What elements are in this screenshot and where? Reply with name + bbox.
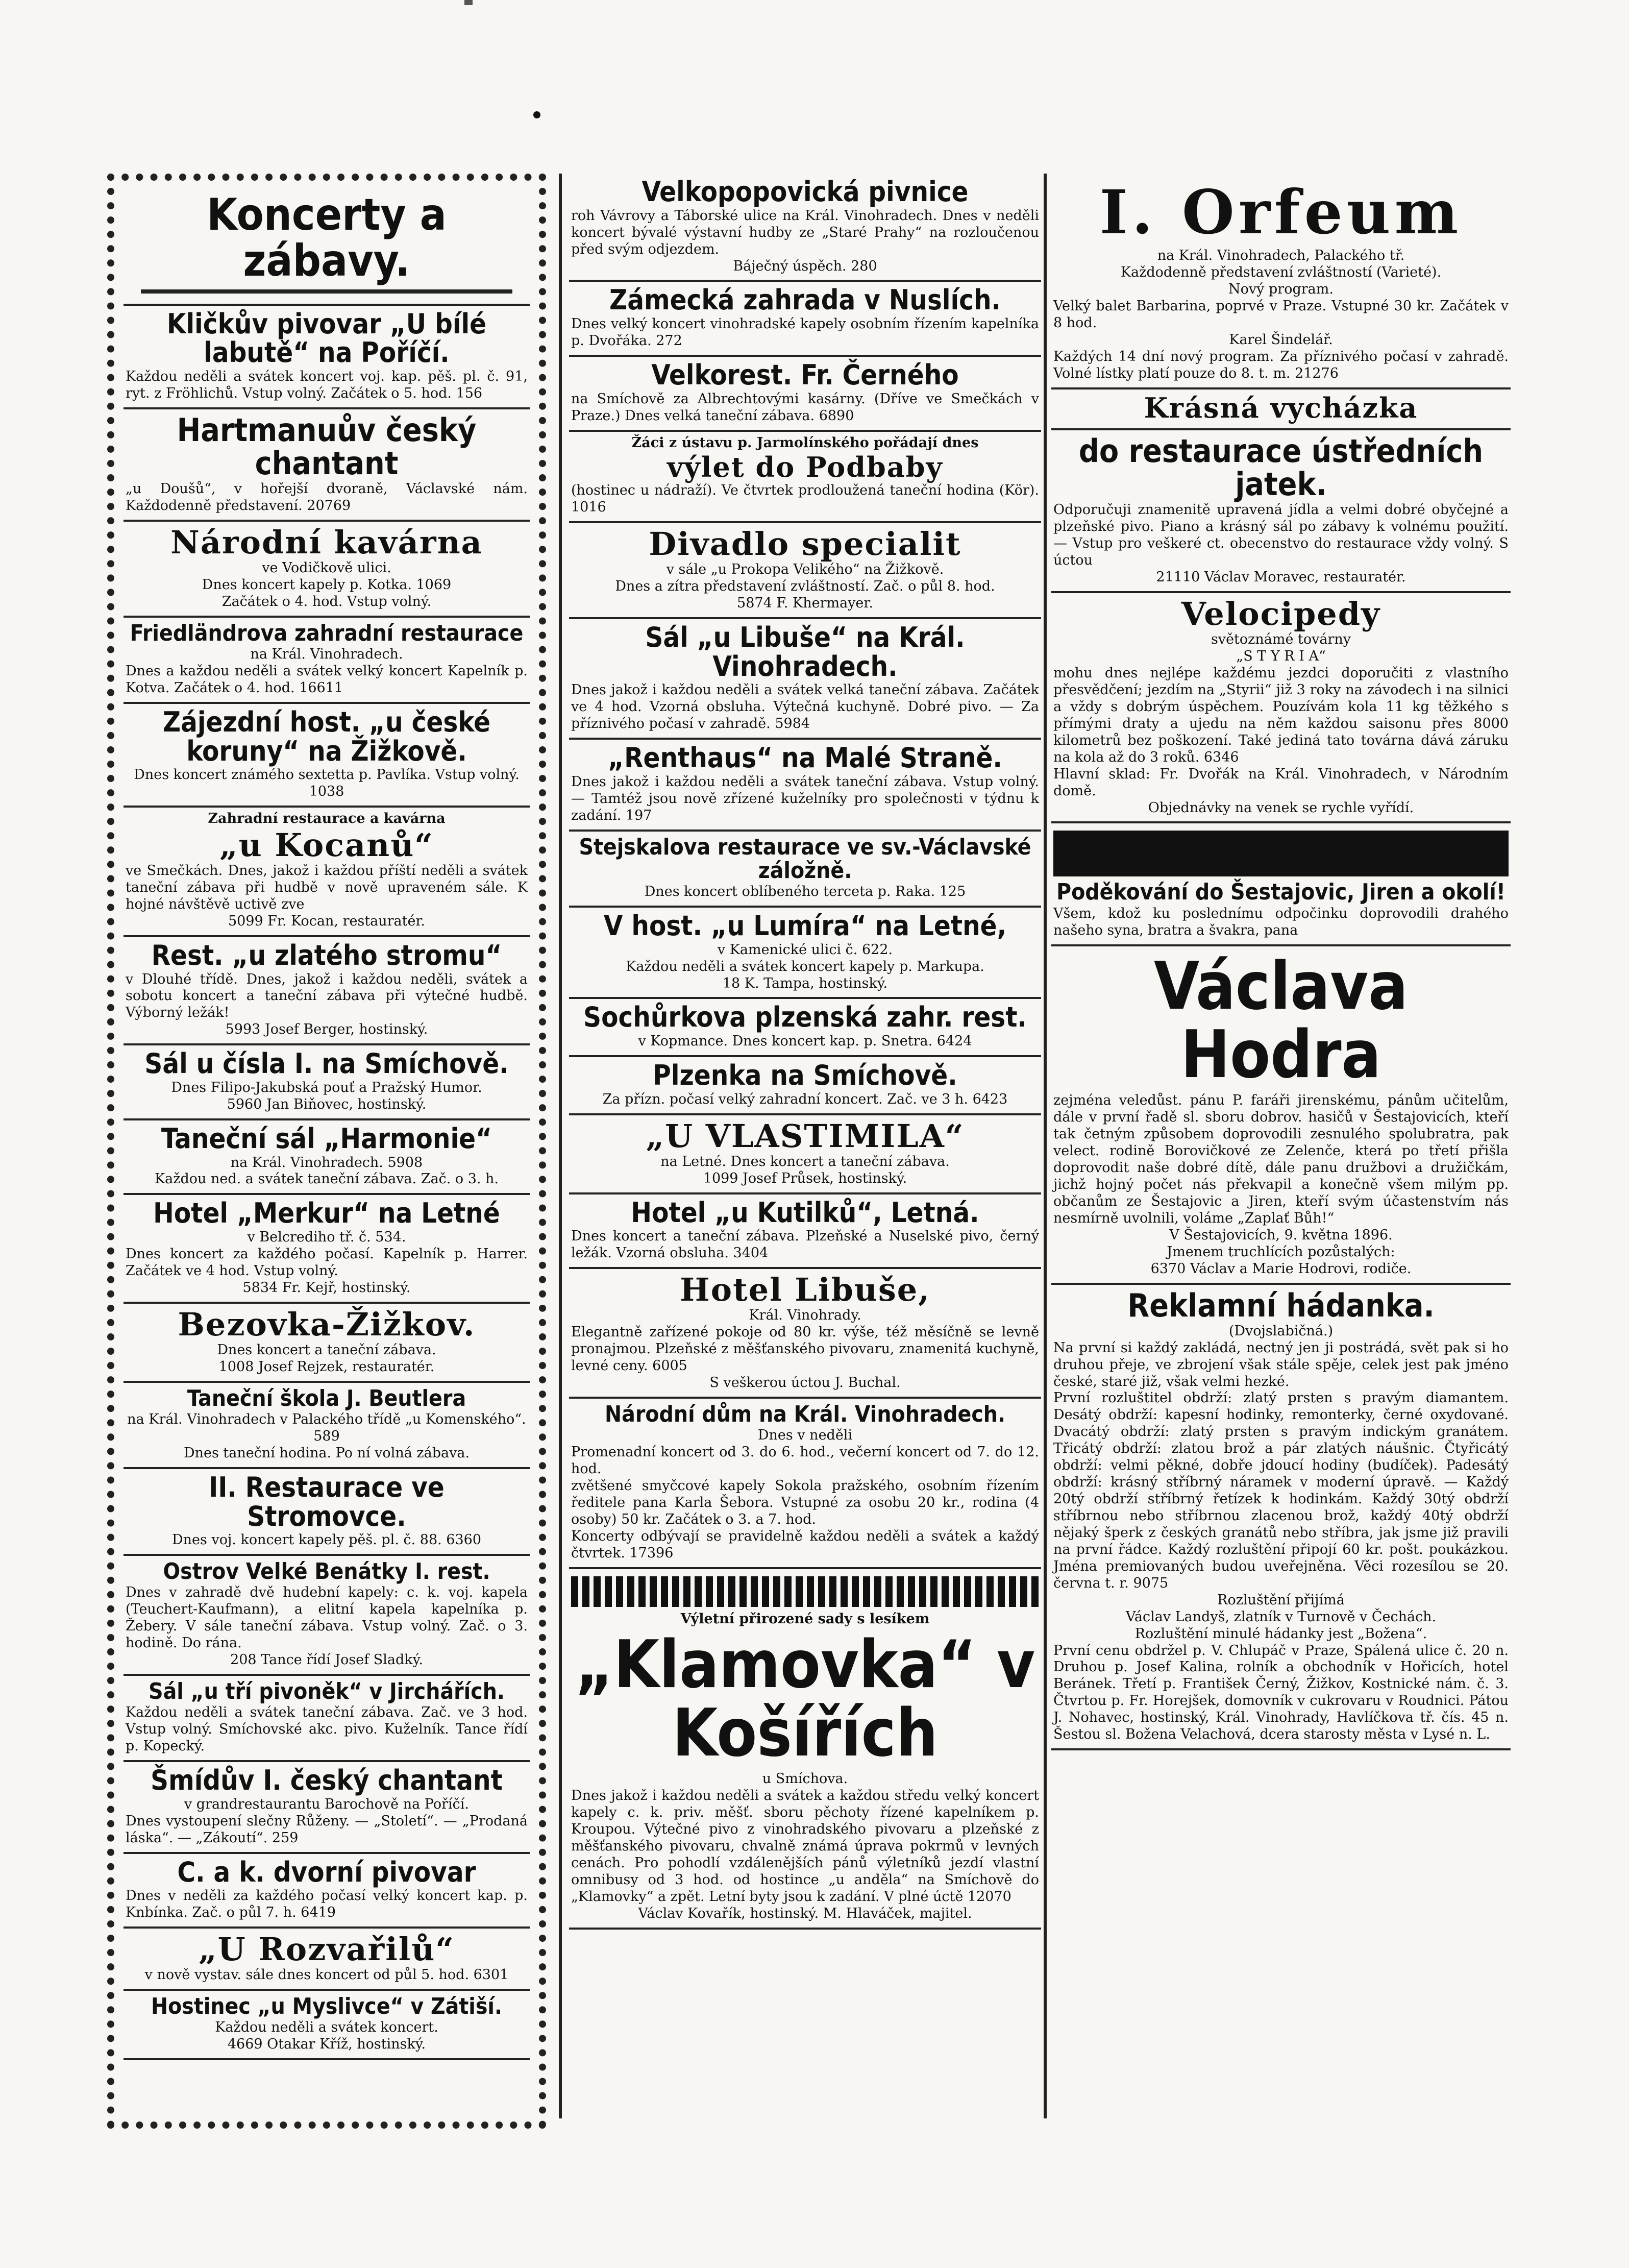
ad-text-line: v Belcrediho tř. č. 534. (247, 1229, 406, 1246)
ad-text-line: Dnes vystoupení slečny Růženy. — „Století“. — „Prodaná láska“. — „Zákoutí“. 259 (126, 1813, 528, 1846)
ad-heading: Divadlo specialit (649, 525, 961, 563)
ad-text-line: 5874 F. Khermayer. (737, 595, 873, 612)
advertisement (569, 908, 1041, 999)
ad-text-line: na Král. Vinohradech v Palackého třídě „u Komenského“. 589 (127, 1411, 526, 1444)
ad-text-line: Elegantně zařízené pokoje od 80 kr. výše, též měsíčně se levně pronajmou. Plzeňské z měšťanského pivovaru, znamenitá kuchyně, levné ceny. 6005 (571, 1324, 1039, 1374)
advertisement (124, 1383, 530, 1469)
ad-heading: Taneční sál „Harmonie“ (161, 1122, 492, 1155)
advertisement (1051, 1285, 1511, 1751)
ad-heading: Národní kavárna (170, 523, 483, 561)
advertisement (1051, 823, 1511, 946)
ad-heading: Plzenka na Smíchově. (653, 1059, 957, 1092)
column-rule-left (559, 174, 562, 2118)
ad-heading: Kličkův pivovar „U bílé labutě“ na Poříčí. (166, 307, 487, 369)
ad-text-line: Žáci z ústavu p. Jarmolínského pořádají dnes (631, 434, 979, 451)
advertisement (124, 1676, 530, 1762)
column-rule-right (1044, 174, 1047, 2118)
ad-text-line: Každodenně představení zvláštností (Varieté). (1120, 264, 1442, 280)
ad-text-line: Odporučuji znamenitě upravená jídla a velmi dobré obyčejné a plzeňské pivo. Piano a krásný sál po zábavy k volnému použití. — Vstup pro veškeré ct. obecenstvo do restaurace vždy volný. S úctou (1053, 502, 1509, 569)
advertisement (569, 1057, 1041, 1115)
ad-heading: „U Rozvařilů“ (198, 1931, 455, 1968)
advertisement (1051, 430, 1511, 593)
ad-text-line: v grandrestaurantu Barochově na Poříčí. (184, 1796, 470, 1812)
ad-text-line: ve Smečkách. Dnes, jakož i každou příští neděli a svátek taneční zábava při hudbě v nově upraveném sále. K hojné návštěvě uctivě zve (126, 863, 528, 912)
ad-heading: Hartmanuův český chantant (177, 411, 477, 482)
ad-heading: Šmídův I. český chantant (151, 1764, 503, 1796)
advertisement (124, 409, 530, 522)
advertisement (124, 1929, 530, 1991)
ad-text-line: Dnes a zítra představení zvláštností. Zač. o půl 8. hod. (615, 578, 995, 595)
ad-text-line: Zahradní restaurace a kavárna (208, 811, 446, 827)
advertisement (569, 174, 1041, 282)
advertisement (569, 432, 1041, 524)
ad-text-line: (Dvojslabičná.) (1228, 1323, 1334, 1339)
column-right (1051, 174, 1511, 2118)
ad-text-line: zvětšené smyčcové kapely Sokola pražského, osobním řízením ředitele pana Karla Šebora. Vstupné za osobu 20 kr., rodina (4 osoby) 50 kr. Začátek o 3. a 7. hod. (571, 1478, 1039, 1527)
ad-text-line: 1008 Josef Rejzek, restauratér. (218, 1358, 435, 1375)
ad-text-line: Nový program. (1228, 281, 1334, 297)
ad-text-line: 18 K. Tampa, hostinský. (722, 975, 888, 991)
ad-heading: Národní dům na Král. Vinohradech. (604, 1401, 1006, 1428)
advertisement (569, 1194, 1041, 1270)
advertisement (124, 808, 530, 937)
ad-heading: Hotel „u Kutilků“, Letná. (631, 1196, 979, 1229)
ad-heading: Sál „u tří pivoněk“ v Jirchářích. (149, 1678, 505, 1704)
ad-text-line: ve Vodičkově ulici. (262, 560, 391, 576)
advertisement (569, 1569, 1041, 1930)
advertisement (569, 740, 1041, 832)
ad-text-line: 21110 Václav Moravec, restauratér. (1156, 569, 1406, 586)
ad-text-line: zejména veledůst. pánu P. faráři jirenskému, pánům učitelům, dále v první řadě sl. sboru dobrov. hasičů v Šestajovicích, kteří tak četným způsobem doprovodili zesnulého spolubratra, pak velect. rodině Borovičkové ze Zelenče, která po třetí přišla doprovodit naše dobré dítě, dále panu družbovi a družičkám, jichž hojný počet nás překvapil a konečně všem milým pp. občanům ze Šestajovic a Jiren, kteří svým účastenstvím nás nesmírně uvolnili, voláme „Zaplať Bůh!“ (1053, 1092, 1509, 1226)
ad-text-line: Hlavní sklad: Fr. Dvořák na Král. Vinohradech, v Národním domě. (1053, 766, 1509, 799)
advertisement (124, 1556, 530, 1676)
ad-heading: Velkorest. Fr. Černého (651, 359, 959, 391)
ad-text-line: v sále „u Prokopa Velikého“ na Žižkově. (666, 562, 944, 578)
ad-text-line: První cenu obdržel p. V. Chlupáč v Praze, Spálená ulice č. 20 n. Druhou p. Josef Kalina, rolník a obchodník v Hořicích, hotel Beránek. Třetí p. František Černý, Žižkov, Kostnické nám. č. 3. Čtvrtou p. Fr. Horejšek, domovník v cukrovaru v Roudnici. Pátou J. Nohavec, hostinský, Král. Vinohrady, Havlíčkova tř. čís. 45 n. Šestou sl. Božena Velachová, dcera starosty města v Lysé n. L. (1053, 1642, 1509, 1743)
ad-text-line: Velký balet Barbarina, poprvé v Praze. Vstupné 30 kr. Začátek v 8 hod. (1053, 298, 1509, 331)
ad-heading: Krásná vycházka (1144, 391, 1418, 424)
advertisement (124, 188, 530, 306)
ad-text-line: 6370 Václav a Marie Hodrovi, rodiče. (1150, 1260, 1412, 1277)
ad-text-line: Dnes jakož i každou neděli a svátek taneční zábava. Vstup volný. — Tamtéž jsou nově zřízené kuželníky pro společnosti v týdnu k zadání. 197 (571, 773, 1039, 823)
advertisement (124, 1854, 530, 1929)
advertisement (569, 999, 1041, 1057)
ad-heading: Zámecká zahrada v Nuslích. (609, 284, 1001, 316)
ad-heading: Sochůrkova plzenská zahr. rest. (583, 1001, 1027, 1034)
advertisement (124, 1991, 530, 2060)
ad-text-line: 5099 Fr. Kocan, restauratér. (228, 913, 426, 929)
ad-text-line: Koncerty odbývají se pravidelně každou neděli a svátek a každý čtvrtek. 17396 (571, 1528, 1039, 1561)
ad-heading: „u Kocanů“ (219, 826, 434, 864)
ad-text-line: 208 Tance řídí Josef Sladký. (230, 1652, 423, 1668)
ad-heading: V host. „u Lumíra“ na Letné, (603, 909, 1007, 942)
ad-text-line: Všem, kdož ku poslednímu odpočinku doprovodili drahého našeho syna, bratra a švakra, pana (1053, 905, 1509, 938)
ornament-band (571, 1576, 1039, 1607)
ad-heading: Velkopopovická pivnice (641, 176, 969, 208)
ad-heading: C. a k. dvorní pivovar (177, 1856, 476, 1888)
advertisement (124, 1304, 530, 1383)
ad-text-line: Václav Kovařík, hostinský. M. Hlaváček, majitel. (638, 1905, 972, 1921)
ad-text-line: Dnes voj. koncert kapely pěš. pl. č. 88. 6360 (171, 1532, 482, 1548)
ad-heading: Rest. „u zlatého stromu“ (151, 939, 502, 971)
advertisement (124, 618, 530, 704)
ad-heading: Koncerty a zábavy. (207, 189, 447, 287)
advertisement (569, 1115, 1041, 1194)
advertisement (124, 306, 530, 409)
ad-text-line: na Král. Vinohradech. 5908 (230, 1154, 423, 1170)
ad-text-line: Každých 14 dní nový program. Za příznivého počasí v zahradě. Volné lístky platí pouze do 8. t. m. 21276 (1053, 348, 1509, 381)
ad-text-line: u Smíchova. (762, 1771, 848, 1787)
ad-text-line: Dnes v zahradě dvě hudební kapely: c. k. voj. kapela (Teuchert-Kaufmann), a elitní kapela kapelníka p. Žebery. V sále taneční zábava. Vstup volný. Zač. o 3. hodině. Do rána. (126, 1584, 528, 1651)
ad-text-line: v Kopmance. Dnes koncert kap. p. Snetra. 6424 (638, 1033, 972, 1050)
ad-heading: výlet do Podbaby (667, 450, 943, 483)
ad-text-line: Každou neděli a svátek taneční zábava. Zač. ve 3 hod. Vstup volný. Smíchovské akc. pivo. Kuželník. Tance řídí p. Kopecký. (126, 1704, 528, 1754)
ad-text-line: Václav Landyš, zlatník v Turnově v Čechách. (1125, 1608, 1437, 1625)
ad-text-line: Dnes v neděli (757, 1427, 853, 1444)
column-middle (569, 174, 1041, 2118)
ad-heading: Hotel Libuše, (680, 1271, 930, 1309)
ad-text-line: 5834 Fr. Kejř, hostinský. (242, 1279, 411, 1296)
ad-text-line: Rozluštění minulé hádanky jest „Božena“. (1134, 1625, 1427, 1642)
advertisement (1051, 174, 1511, 389)
black-band (1053, 831, 1509, 876)
advertisement (569, 357, 1041, 432)
ad-text-line: Karel Šindelář. (1229, 331, 1333, 348)
ad-text-line: Dnes koncert za každého počasí. Kapelník p. Harrer. Začátek ve 4 hod. Vstup volný. (126, 1246, 528, 1279)
advertisement (569, 1399, 1041, 1569)
ad-text-line: na Král. Vinohradech, Palackého tř. (1157, 248, 1405, 263)
advertisement (124, 1762, 530, 1854)
ad-text-line: Každou neděli a svátek koncert. (215, 2019, 438, 2036)
ad-text-line: 5993 Josef Berger, hostinský. (225, 1021, 428, 1038)
ad-text-line: Objednávky na venek se rychle vyřídí. (1148, 799, 1414, 816)
ad-heading: Poděkování do Šestajovic, Jiren a okolí! (1056, 879, 1505, 906)
ad-heading: Reklamní hádanka. (1127, 1286, 1435, 1324)
top-edge-mark (464, 0, 473, 5)
ad-heading: Hotel „Merkur“ na Letné (153, 1197, 500, 1230)
ad-heading: Václava Hodra (1154, 948, 1408, 1093)
ad-heading: Velocipedy (1181, 595, 1381, 633)
advertisement (124, 704, 530, 808)
ad-text-line: Promenadní koncert od 3. do 6. hod., večerní koncert od 7. do 12. hod. (571, 1444, 1039, 1477)
ad-heading: Stejskalova restaurace ve sv.-Václavské záložně. (579, 834, 1031, 884)
advertisement (124, 1120, 530, 1196)
ad-heading: Bezovka-Žižkov. (178, 1305, 476, 1343)
ad-text-line: Báječný úspěch. 280 (733, 258, 877, 274)
ad-text-line: Dnes velký koncert vinohradské kapely osobním řízením kapelníka p. Dvořáka. 272 (571, 316, 1039, 349)
ad-text-line: v Kamenické ulici č. 622. (717, 941, 893, 958)
ad-text-line: Dnes a každou neděli a svátek velký koncert Kapelník p. Kotva. Začátek o 4. hod. 16611 (126, 663, 528, 696)
ad-text-line: „S T Y R I A“ (1236, 648, 1326, 665)
ad-text-line: Dnes v neděli za každého počasí velký koncert kap. p. Knbínka. Zač. o půl 7. h. 6419 (126, 1888, 528, 1921)
ad-text-line: V Šestajovicích, 9. května 1896. (1169, 1227, 1393, 1243)
advertisement (1051, 389, 1511, 431)
ad-text-line: Dnes taneční hodina. Po ní volná zábava. (183, 1445, 470, 1461)
ad-heading: Friedländrova zahradní restaurace (130, 620, 524, 646)
ad-text-line: Dnes koncert kapely p. Kotka. 1069 (202, 576, 452, 593)
ad-text-line: Rozluštění přijímá (1217, 1592, 1345, 1608)
ad-text-line: roh Vávrovy a Táborské ulice na Král. Vinohradech. Dnes v neděli koncert bývalé výstavní hudby ze „Staré Prahy“ na rozloučenou před svým odjezdem. (571, 207, 1039, 257)
advertisement (124, 1045, 530, 1120)
ad-text-line: na Král. Vinohradech. (250, 646, 403, 662)
ad-heading: Taneční škola J. Beutlera (187, 1385, 466, 1411)
ad-text-line: Dnes koncert a taneční zábava. Plzeňské a Nuselské pivo, černý ležák. Vzorná obsluha. 3404 (571, 1228, 1039, 1261)
advertisement (569, 282, 1041, 357)
ad-text-line: Začátek o 4. hod. Vstup volný. (221, 593, 432, 609)
ad-text-line: Král. Vinohrady. (749, 1307, 861, 1324)
ink-dot (533, 111, 540, 118)
ad-text-line: (hostinec u nádraží). Ve čtvrtek prodloužená taneční hodina (Kör). 1016 (571, 482, 1039, 516)
ad-text-line: světoznámé továrny (1211, 631, 1351, 648)
advertisement (569, 832, 1041, 908)
ad-heading: II. Restaurace ve Stromovce. (209, 1471, 445, 1532)
advertisement (124, 937, 530, 1045)
ad-text-line: Dnes Filipo-Jakubská pouť a Pražský Humor. (171, 1079, 482, 1095)
ad-text-line: Výletní přirozené sady s lesíkem (680, 1611, 930, 1627)
ad-text-line: Každou neděli a svátek koncert kapely p. Markupa. (626, 958, 984, 974)
ad-heading: Sál u čísla I. na Smíchově. (144, 1047, 509, 1080)
advertisement (569, 619, 1041, 740)
ad-heading: do restaurace ústředních jatek. (1078, 432, 1484, 503)
ad-text-line: Jmenem truchlících pozůstalých: (1167, 1243, 1395, 1260)
ad-text-line: Dnes jakož i každou neděli a svátek a každou středu velký koncert kapely c. k. priv. měšť. sboru pěchoty řízené kapelníkem p. Kroupou. Výtečné pivo z vinohradského pivovaru a plzeňské z měšťanského pivovaru, chvalně známá úprava pokrmů v levných cenách. Pro pohodlí vzdálenějších pánů výletníků jezdí vlastní omnibusy od 3 hod. od hostince „u anděla“ na Smíchově do „Klamovky“ a zpět. Letní byty jsou k zadání. V plné úctě 12070 (571, 1788, 1039, 1905)
ad-heading: „U VLASTIMILA“ (646, 1117, 965, 1155)
ad-heading: Sál „u Libuše“ na Král. Vinohradech. (645, 621, 965, 682)
ad-text-line: Dnes koncert oblíbeného terceta p. Raka. 125 (644, 884, 966, 900)
ad-heading: Hostinec „u Myslivce“ v Zátiší. (151, 1993, 503, 2020)
ad-text-line: Dnes jakož i každou neděli a svátek velká taneční zábava. Začátek ve 4 hod. Vzorná obsluha. Výtečná kuchyně. Dobré pivo. — Za příznivého počasí v zahradě. 5984 (571, 682, 1039, 732)
ad-heading: Zájezdní host. „u české koruny“ na Žižkově. (162, 705, 491, 767)
decorative-rule (141, 289, 512, 294)
ad-text-line: První rozluštitel obdrží: zlatý prsten s pravým diamantem. Desátý obdrží: kapesní hodinky, remonterky, černé oxydované. Dvacátý obdrží: zlatý prsten s pravým indickým granátem. Třicátý obdrží: zlatou brož a pár zlatých náušnic. Čtyřicátý obdrží: velmi pěkné, dobře jdoucí hodiny (budíček). Padesátý obdrží: krásný stříbrný náramek v moderní úpravě. — Každý 20tý obdrží stříbrný řetízek k hodinkám. Každý 30tý obdrží stříbrnou nebo stříbrnou zlacenou brož, každý 40tý obdrží nějaký šperk z českých granátů nebo stříbra, jak jsme již pravili na první řádce. Každý rozluštění připojí 60 kr. pošt. poukázkou. Jména premiovaných budou uveřejněna. Věci rozesílou se 20. června t. r. 9075 (1053, 1390, 1509, 1591)
advertisement (1051, 593, 1511, 823)
ad-heading: „Renthaus“ na Malé Straně. (608, 742, 1002, 774)
ad-text-line: v Dlouhé třídě. Dnes, jakož i každou neděli, svátek a sobotu koncert a taneční zábava při výtečné hudbě. Výborný ležák! (126, 971, 528, 1021)
ad-text-line: „u Doušů“, v hořejší dvoraně, Václavské nám. Každodenně představení. 20769 (126, 481, 528, 514)
advertisement (569, 523, 1041, 619)
column-left-concerts (107, 174, 546, 2129)
ad-text-line: Za přízn. počasí velký zahradní koncert. Zač. ve 3 h. 6423 (602, 1091, 1008, 1107)
advertisement (124, 1195, 530, 1303)
ad-text-line: mohu dnes nejlépe každému jezdci doporučiti z vlastního přesvědčení; jezdím na „Styrii“ již 3 roky na závodech i na silnici a vždy s dobrým úspěchem. Pouzívám kola 11 kg těžkého s přímými draty a ujedu na něm každou saisonu přes 8000 kilometrů bez poškození. Také jediná tato továrna dává záruku na kola až do 3 roků. 6346 (1053, 665, 1509, 765)
ad-text-line: Každou neděli a svátek koncert voj. kap. pěš. pl. č. 91, ryt. z Fröhlichů. Vstup volný. Začátek o 5. hod. 156 (126, 368, 528, 401)
ad-text-line: na Smíchově za Albrechtovými kasárny. (Dříve ve Smečkách v Praze.) Dnes velká taneční zábava. 6890 (571, 391, 1039, 424)
ad-text-line: 4669 Otakar Kříž, hostinský. (227, 2036, 426, 2053)
advertisement (124, 522, 530, 618)
advertisement (1051, 946, 1511, 1285)
ad-heading: Ostrov Velké Benátky I. rest. (163, 1558, 490, 1585)
ad-heading: „Klamovka“ v Košířích (575, 1626, 1035, 1772)
ad-heading: I. Orfeum (1099, 177, 1463, 248)
ad-text-line: 5960 Jan Biňovec, hostinský. (227, 1096, 427, 1112)
advertisement (124, 1469, 530, 1556)
advertisement (569, 1269, 1041, 1399)
ad-text-line: 1099 Josef Průsek, hostinský. (703, 1170, 907, 1186)
ad-text-line: S veškerou úctou J. Buchal. (709, 1375, 901, 1391)
ad-text-line: Dnes koncert známého sextetta p. Pavlíka. Vstup volný. 1038 (134, 767, 520, 800)
ad-text-line: Každou ned. a svátek taneční zábava. Zač. o 3. h. (154, 1171, 499, 1187)
ad-text-line: Dnes koncert a taneční zábava. (217, 1342, 436, 1358)
ad-text-line: Na první si každý zakládá, nectný jen ji postrádá, svět pak si ho druhou přeje, ve zbrojení však stále spěje, celek jest pak jméno české, staré již, však velmi hezké. (1053, 1339, 1509, 1389)
ad-text-line: na Letné. Dnes koncert a taneční zábava. (660, 1153, 950, 1169)
ad-text-line: v nově vystav. sále dnes koncert od půl 5. hod. 6301 (144, 1967, 509, 1983)
